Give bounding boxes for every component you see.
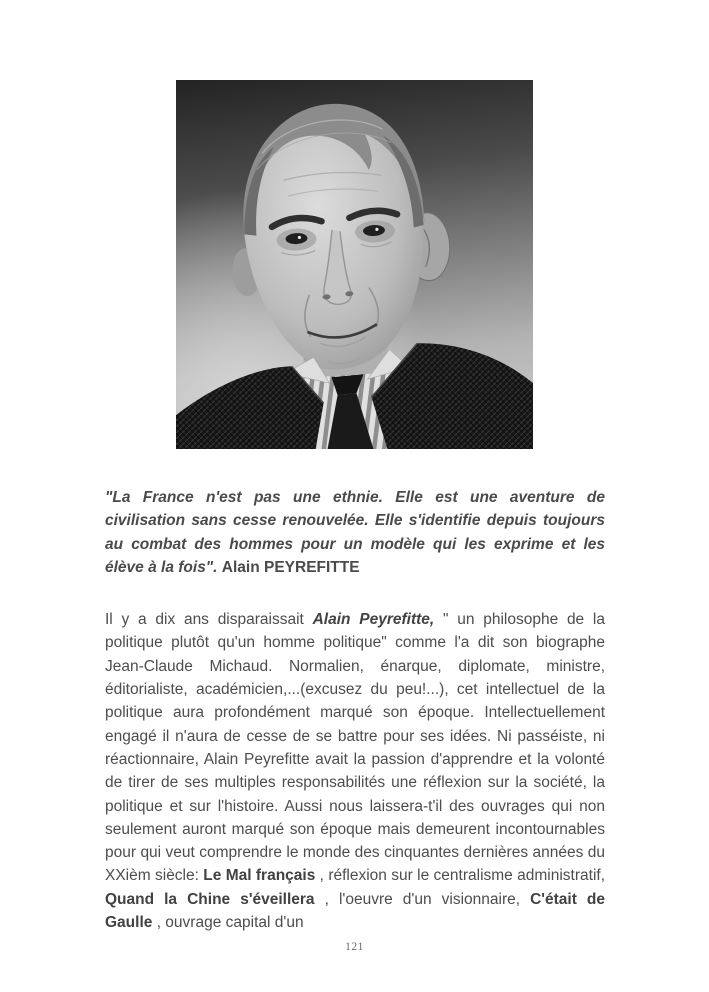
portrait-photo bbox=[176, 80, 533, 449]
body-seg-1: Il y a dix ans disparaissait bbox=[105, 611, 313, 629]
quote-attribution: Alain PEYREFITTE bbox=[221, 558, 360, 576]
author-name-bold: Alain Peyrefitte, bbox=[312, 611, 435, 629]
body-seg-2: " un philosophe de la politique plutôt qu'un homme politique" comme l'a dit son biographe Jean-Claude Michaud. Normalien, énarque, diplomate, ministre, éditorialiste, académicien,...(excusez du peu!...), cet intellectuel de la politique aura profondément marqué son époque. Intellectuellement engagé il n'aura de cesse de se battre pour ses idées. Ni passéiste, ni réactionnaire, Alain Peyrefitte avait la passion d'apprendre et la volonté de tirer de ses multiples responsabilités une réflexion sur la société, la politique et sur l'histoire. Aussi nous laissera-t'il des ouvrages qui non seulement auront marqué son époque mais demeurent incontournables pour qui veut comprendre le monde des cinquantes dernières années du XXièm siècle: bbox=[105, 611, 605, 885]
page-number: 121 bbox=[345, 941, 364, 953]
body-paragraph bbox=[105, 608, 605, 934]
text-column bbox=[105, 486, 605, 934]
body-seg-5: , ouvrage capital d'un bbox=[152, 914, 304, 932]
book-title-quand-la-chine: Quand la Chine s'éveillera bbox=[105, 890, 315, 908]
portrait-photo-illustration bbox=[176, 80, 533, 449]
quote-text: "La France n'est pas une ethnie. Elle est une aventure de civilisation sans cesse renouvelée. Elle s'identifie depuis toujours au combat des hommes pour un modèle qui les exprime et les élève à la fois". bbox=[105, 489, 605, 576]
body-seg-3: , réflexion sur le centralisme administratif, bbox=[315, 867, 605, 885]
quote-paragraph bbox=[105, 486, 605, 579]
book-title-cetait-de-gaulle: C'était de Gaulle bbox=[105, 890, 605, 932]
body-seg-4: , l'oeuvre d'un visionnaire, bbox=[314, 890, 531, 908]
book-title-le-mal-francais: Le Mal français bbox=[203, 867, 316, 885]
